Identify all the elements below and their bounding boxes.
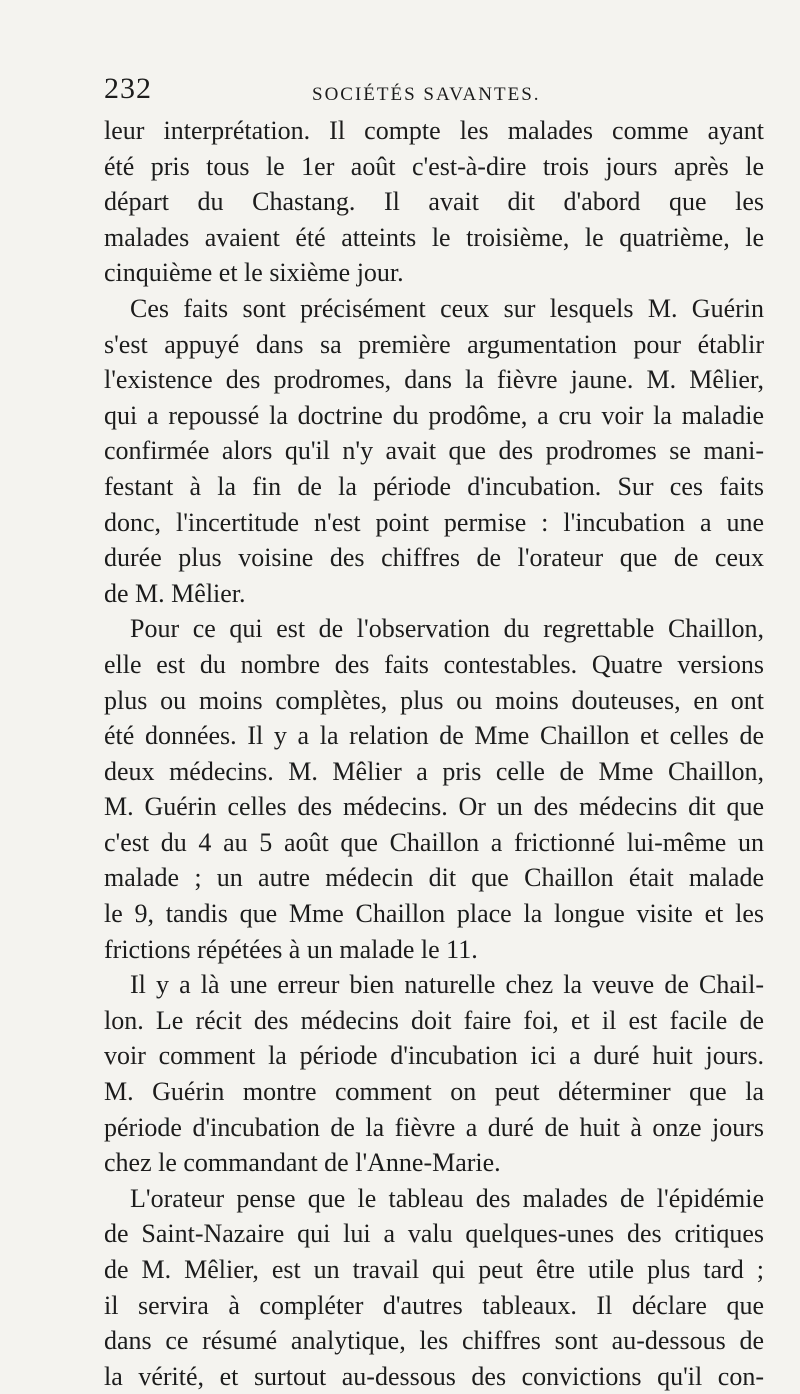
text-line: lon. Le récit des médecins doit faire foi, et il est facile de	[104, 1005, 764, 1035]
text-line: l'existence des prodromes, dans la fièvre jaune. M. Mêlier,	[104, 365, 764, 395]
text-line: la vérité, et surtout au-dessous des convictions qu'il con-	[104, 1361, 764, 1391]
paragraph	[104, 967, 764, 1181]
text-line: donc, l'incertitude n'est point permise : l'incubation a une	[104, 507, 764, 537]
text-line: Il y a là une erreur bien naturelle chez la veuve de Chail-	[130, 970, 764, 1000]
paragraph	[104, 1181, 764, 1394]
text-line: Pour ce qui est de l'observation du regrettable Chaillon,	[130, 614, 764, 644]
text-line: M. Guérin celles des médecins. Or un des médecins dit que	[104, 792, 764, 822]
text-line: de M. Mêlier, est un travail qui peut être utile plus tard ;	[104, 1255, 764, 1284]
text-line: départ du Chastang. Il avait dit d'abord que les	[104, 187, 764, 217]
text-line: cinquième et le sixième jour.	[104, 258, 404, 288]
paragraph	[104, 611, 764, 967]
text-line: c'est du 4 au 5 août que Chaillon a frictionné lui-même un	[104, 827, 764, 857]
text-line: plus ou moins complètes, plus ou moins douteuses, en ont	[104, 685, 764, 715]
text-line: leur interprétation. Il compte les malades comme ayant	[104, 116, 764, 145]
text-line: Ces faits sont précisément ceux sur lesquels M. Guérin	[130, 293, 764, 323]
text-line: L'orateur pense que le tableau des malades de l'épidémie	[130, 1183, 764, 1213]
text-line: malade ; un autre médecin dit que Chaillon était malade	[104, 863, 764, 893]
text-line: période d'incubation de la fièvre a duré de huit à onze jours	[104, 1112, 764, 1142]
text-line: durée plus voisine des chiffres de l'orateur que de ceux	[104, 543, 764, 573]
text-line: deux médecins. M. Mêlier a pris celle de Mme Chaillon,	[104, 756, 764, 786]
text-line: s'est appuyé dans sa première argumentation pour établir	[104, 329, 764, 359]
body-text	[104, 113, 764, 1394]
text-line: il servira à compléter d'autres tableaux. Il déclare que	[104, 1290, 764, 1320]
running-head: SOCIÉTÉS SAVANTES.	[312, 84, 541, 105]
text-line: été données. Il y a la relation de Mme Chaillon et celles de	[104, 721, 764, 751]
text-line: de M. Mêlier.	[104, 578, 246, 608]
page-header	[104, 72, 684, 112]
text-line: chez le commandant de l'Anne-Marie.	[104, 1148, 501, 1178]
page-number: 232	[104, 72, 152, 105]
text-line: M. Guérin montre comment on peut déterminer que la	[104, 1077, 764, 1107]
text-line: confirmée alors qu'il n'y avait que des prodromes se mani-	[104, 436, 764, 466]
text-line: malades avaient été atteints le troisième, le quatrième, le	[104, 222, 764, 252]
paragraph	[104, 291, 764, 611]
text-line: frictions répétées à un malade le 11.	[104, 934, 478, 964]
text-line: qui a repoussé la doctrine du prodôme, a cru voir la maladie	[104, 400, 764, 430]
text-line: elle est du nombre des faits contestables. Quatre versions	[104, 649, 764, 679]
text-line: le 9, tandis que Mme Chaillon place la longue visite et les	[104, 899, 764, 929]
text-line: de Saint-Nazaire qui lui a valu quelques-unes des critiques	[104, 1219, 764, 1249]
text-line: été pris tous le 1er août c'est-à-dire trois jours après le	[104, 151, 764, 181]
text-line: dans ce résumé analytique, les chiffres sont au-dessous de	[104, 1326, 764, 1356]
text-line: voir comment la période d'incubation ici a duré huit jours.	[104, 1041, 764, 1071]
paragraph	[104, 113, 764, 291]
text-line: festant à la fin de la période d'incubation. Sur ces faits	[104, 471, 764, 501]
